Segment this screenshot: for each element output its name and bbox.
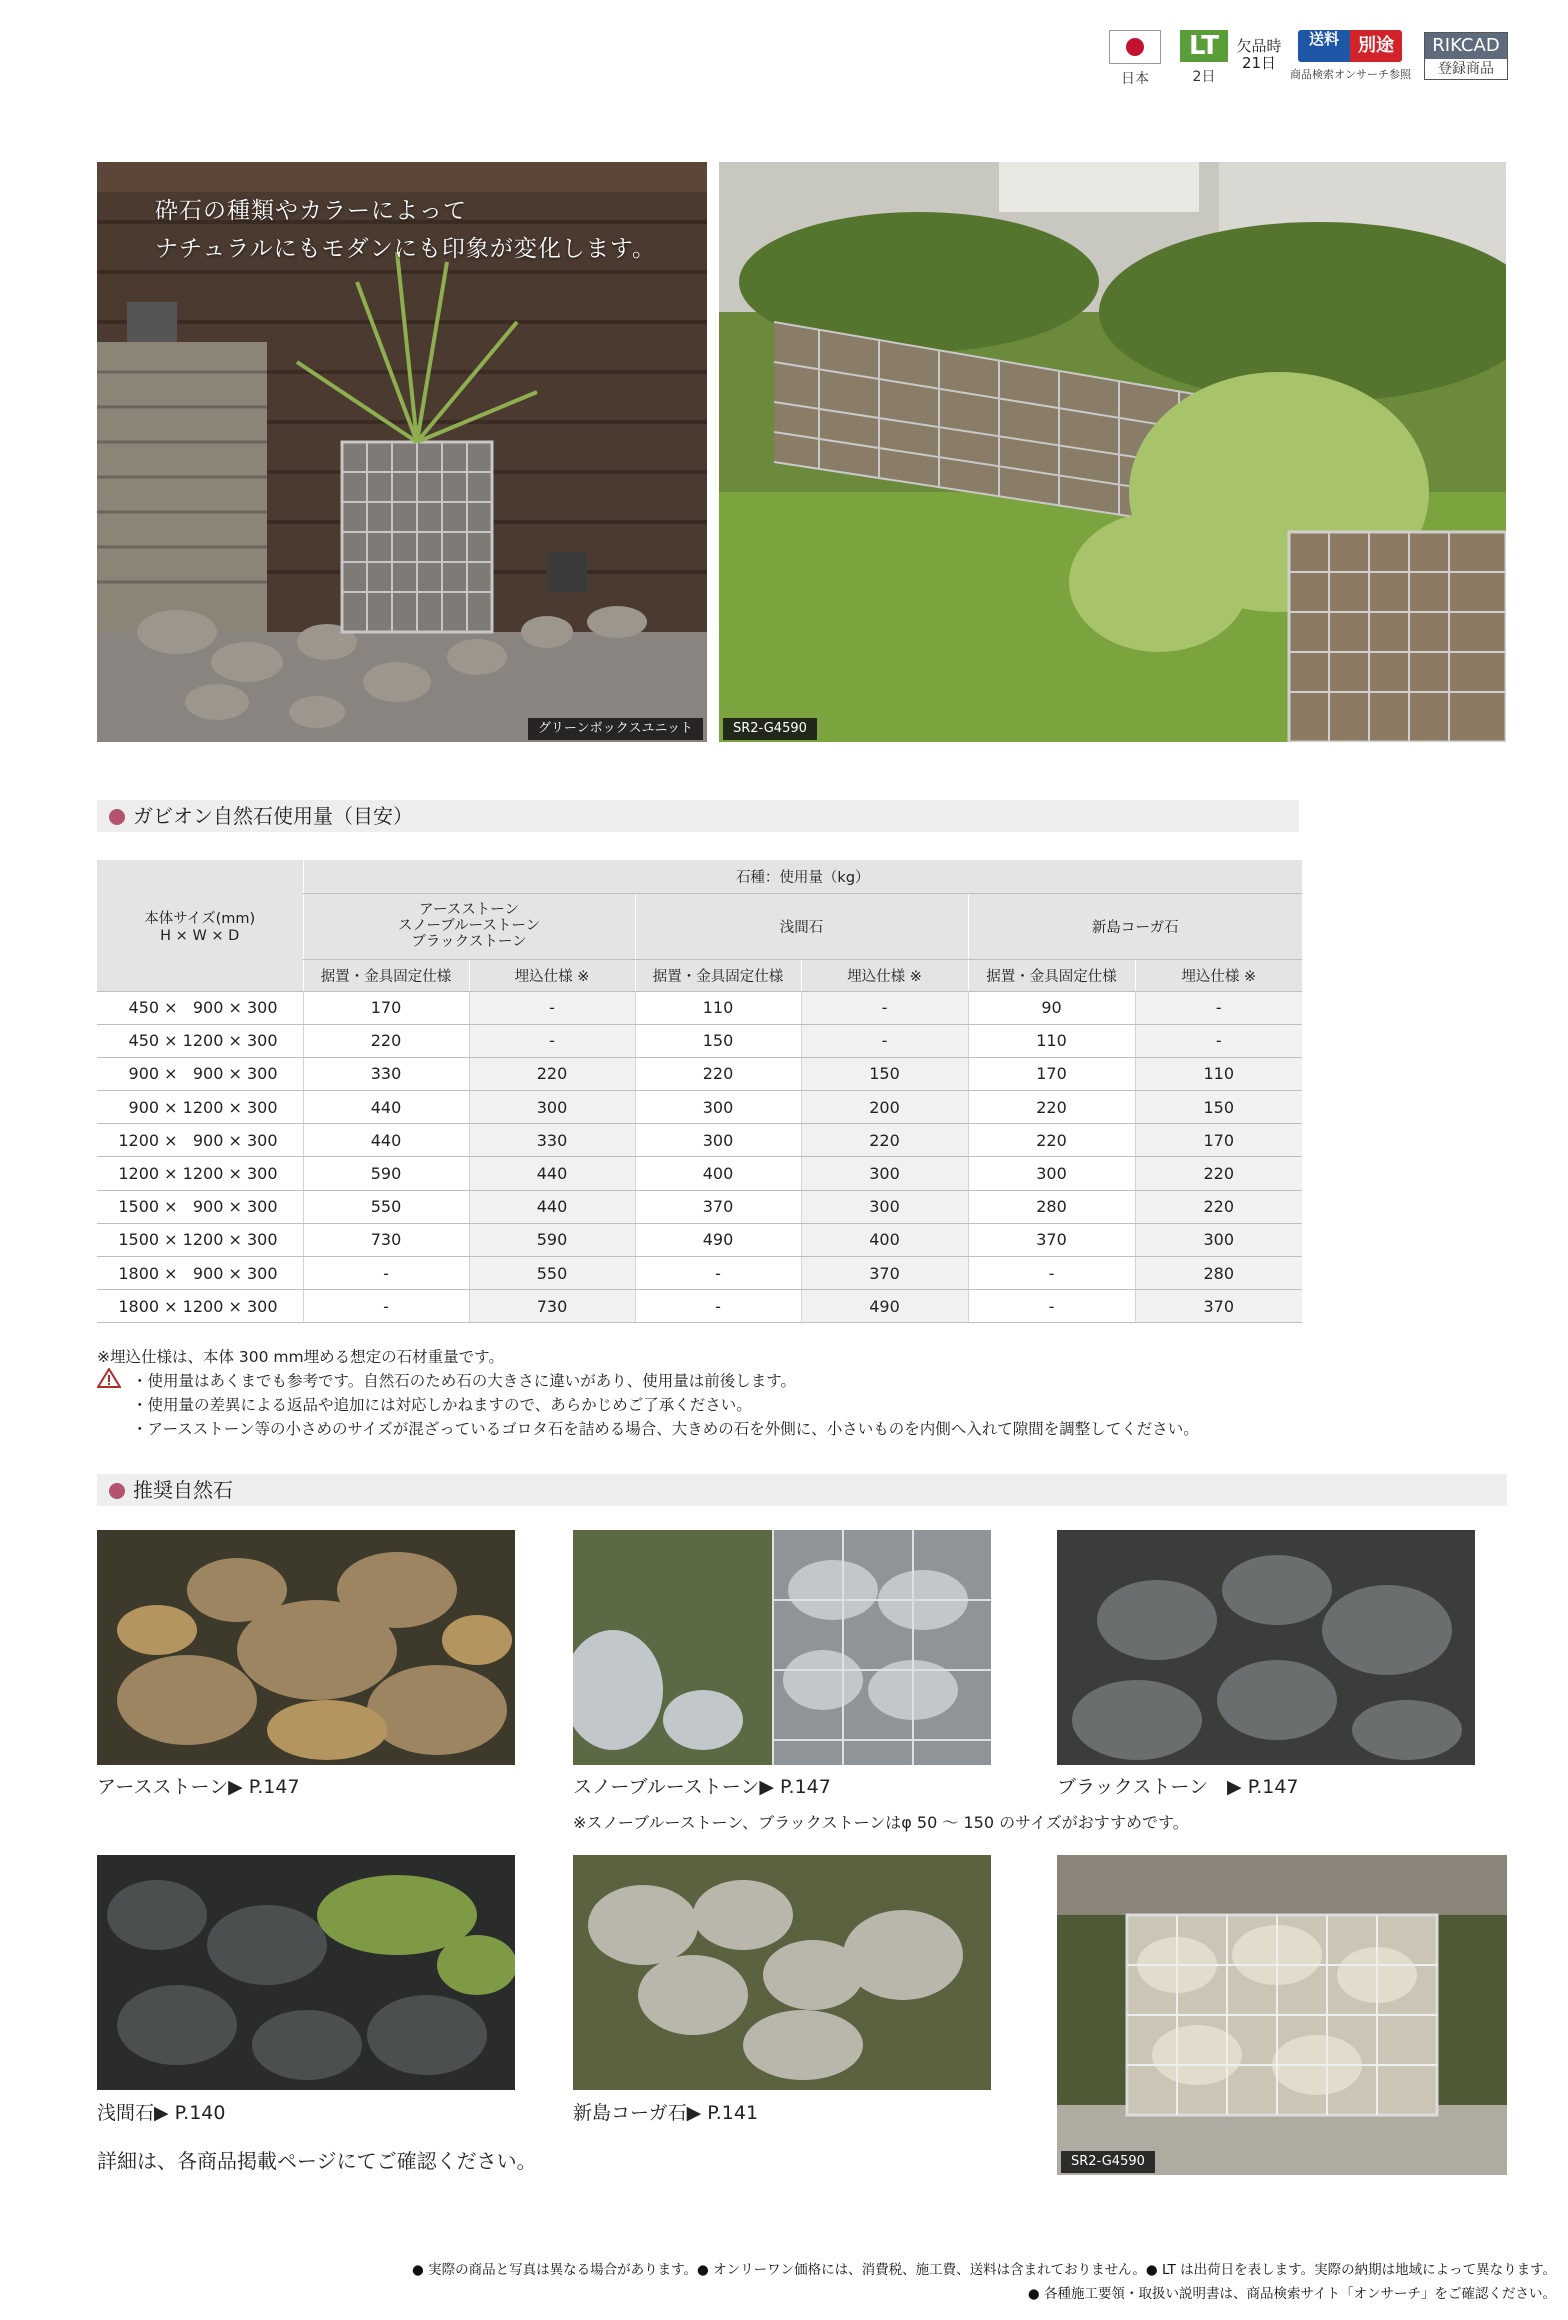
value-cell-embed: 550 xyxy=(469,1257,635,1290)
value-cell-embed: 370 xyxy=(801,1257,968,1290)
value-cell-fixed: - xyxy=(635,1290,801,1323)
stones-section-title: 推奨自然石 xyxy=(133,1478,233,1502)
value-cell-fixed: 220 xyxy=(303,1024,469,1057)
hero-photo-left xyxy=(97,162,707,742)
origin-label: 日本 xyxy=(1121,71,1149,87)
stock-label-2: 21日 xyxy=(1241,54,1277,72)
value-cell-embed: 300 xyxy=(801,1190,968,1223)
table-row xyxy=(97,1024,1302,1057)
value-cell-embed: 330 xyxy=(469,1124,635,1157)
label-black-stone[interactable]: ブラックストーン ▶ P.147 xyxy=(1057,1776,1299,1798)
value-cell-embed: 300 xyxy=(469,1091,635,1124)
photo-gabion-example xyxy=(1057,1855,1507,2175)
hero-line-2: ナチュラルにもモダンにも印象が変化します。 xyxy=(155,236,657,262)
value-cell-embed: 300 xyxy=(1135,1223,1302,1256)
shipping-badge xyxy=(1290,30,1410,82)
subheader-fixed: 据置・金具固定仕様 xyxy=(303,959,469,991)
value-cell-embed: 300 xyxy=(801,1157,968,1190)
label-asama-stone[interactable]: 浅間石▶ P.140 xyxy=(97,2102,226,2124)
subheader-embed: 埋込仕様 ※ xyxy=(1135,959,1302,991)
value-cell-fixed: - xyxy=(968,1290,1135,1323)
value-cell-fixed: - xyxy=(968,1257,1135,1290)
rikcad-bottom: 登録商品 xyxy=(1425,59,1507,79)
value-cell-embed: 280 xyxy=(1135,1257,1302,1290)
value-cell-fixed: 730 xyxy=(303,1223,469,1256)
warning-line-2: ・使用量の差異による返品や追加には対応しかねますので、あらかじめご了承ください。 xyxy=(132,1396,752,1414)
shipping-sub: 商品検索オンサーチ参照 xyxy=(1290,68,1411,81)
hero-photo-right xyxy=(719,162,1506,742)
size-cell: 900 × 1200 × 300 xyxy=(97,1091,303,1124)
value-cell-embed: 440 xyxy=(469,1157,635,1190)
value-cell-fixed: 170 xyxy=(303,991,469,1024)
value-cell-fixed: 110 xyxy=(635,991,801,1024)
label-snow-blue-stone[interactable]: スノーブルーストーン▶ P.147 xyxy=(573,1776,831,1798)
value-cell-fixed: 300 xyxy=(968,1157,1135,1190)
value-cell-embed: - xyxy=(1135,991,1302,1024)
shipping-separate: 別途 xyxy=(1350,30,1402,62)
value-cell-fixed: 300 xyxy=(635,1091,801,1124)
footer-line-2: ● 各種施工要領・取扱い説明書は、商品検索サイト「オンサーチ」をご確認ください。 xyxy=(1027,2286,1556,2302)
table-row xyxy=(97,1157,1302,1190)
shipping-top: 送料 xyxy=(1308,30,1339,48)
value-cell-fixed: 440 xyxy=(303,1091,469,1124)
value-cell-fixed: 490 xyxy=(635,1223,801,1256)
value-cell-fixed: 170 xyxy=(968,1057,1135,1090)
value-cell-fixed: 590 xyxy=(303,1157,469,1190)
size-cell: 900 × 900 × 300 xyxy=(97,1057,303,1090)
caption-sr2-g4590: SR2-G4590 xyxy=(723,718,817,740)
size-cell: 450 × 1200 × 300 xyxy=(97,1024,303,1057)
photo-snow-blue-stone xyxy=(573,1530,991,1765)
caption-gabion-sr2-g4590: SR2-G4590 xyxy=(1061,2151,1155,2173)
detail-text: 詳細は、各商品掲載ページにてご確認ください。 xyxy=(97,2149,537,2173)
value-cell-fixed: 220 xyxy=(968,1091,1135,1124)
value-cell-embed: - xyxy=(1135,1024,1302,1057)
size-cell: 1500 × 1200 × 300 xyxy=(97,1223,303,1256)
warning-icon xyxy=(97,1368,121,1388)
warning-line-3: ・アースストーン等の小さめのサイズが混ざっているゴロタ石を詰める場合、大きめの石を外側に、小さいものを内側へ入れて隙間を調整してください。 xyxy=(132,1420,1199,1438)
table-row xyxy=(97,991,1302,1024)
table-row xyxy=(97,1057,1302,1090)
bullet-dot-icon xyxy=(109,1483,125,1499)
note-embed-spec: ※埋込仕様は、本体 300 mm埋める想定の石材重量です。 xyxy=(97,1348,504,1366)
photo-earth-stone xyxy=(97,1530,515,1765)
value-cell-embed: 730 xyxy=(469,1290,635,1323)
table-row xyxy=(97,1124,1302,1157)
size-cell: 450 × 900 × 300 xyxy=(97,991,303,1024)
japan-flag-icon xyxy=(1109,30,1161,64)
subheader-embed: 埋込仕様 ※ xyxy=(801,959,968,991)
value-cell-embed: 440 xyxy=(469,1190,635,1223)
size-recommend-note: ※スノーブルーストーン、ブラックストーンはφ 50 ～ 150 のサイズがおすすめです。 xyxy=(573,1813,1189,1832)
label-earth-stone[interactable]: アースストーン▶ P.147 xyxy=(97,1776,300,1798)
table-row xyxy=(97,1257,1302,1290)
subheader-fixed: 据置・金具固定仕様 xyxy=(635,959,801,991)
footer-line-1: ● 実際の商品と写真は異なる場合があります。● オンリーワン価格には、消費税、施工費、送料は含まれておりません。● LT は出荷日を表します。実際の納期は地域によって異なります。 xyxy=(412,2262,1556,2278)
header-group-earth: アースストーン スノーブルーストーン ブラックストーン xyxy=(303,893,635,959)
value-cell-fixed: 330 xyxy=(303,1057,469,1090)
photo-asama-stone xyxy=(97,1855,515,2090)
stock-badge xyxy=(1236,38,1282,72)
lead-time-badge xyxy=(1176,30,1232,86)
value-cell-fixed: 550 xyxy=(303,1190,469,1223)
value-cell-embed: 400 xyxy=(801,1223,968,1256)
value-cell-embed: - xyxy=(801,991,968,1024)
value-cell-embed: - xyxy=(469,1024,635,1057)
value-cell-embed: 200 xyxy=(801,1091,968,1124)
value-cell-embed: 220 xyxy=(1135,1190,1302,1223)
value-cell-embed: - xyxy=(801,1024,968,1057)
size-cell: 1500 × 900 × 300 xyxy=(97,1190,303,1223)
usage-section-header xyxy=(97,800,1299,832)
value-cell-fixed: 400 xyxy=(635,1157,801,1190)
value-cell-embed: 110 xyxy=(1135,1057,1302,1090)
photo-niijima-koga-stone xyxy=(573,1855,991,2090)
value-cell-fixed: 280 xyxy=(968,1190,1135,1223)
value-cell-fixed: 370 xyxy=(635,1190,801,1223)
table-row xyxy=(97,1091,1302,1124)
subheader-fixed: 据置・金具固定仕様 xyxy=(968,959,1135,991)
lt-label: LT xyxy=(1180,30,1228,62)
value-cell-fixed: 220 xyxy=(968,1124,1135,1157)
value-cell-fixed: - xyxy=(635,1257,801,1290)
value-cell-embed: 370 xyxy=(1135,1290,1302,1323)
hero-line-1: 砕石の種類やカラーによって xyxy=(155,198,467,224)
value-cell-fixed: 150 xyxy=(635,1024,801,1057)
hero-text xyxy=(155,192,656,268)
value-cell-fixed: 110 xyxy=(968,1024,1135,1057)
header-group-niijima: 新島コーガ石 xyxy=(968,893,1302,959)
value-cell-embed: 490 xyxy=(801,1290,968,1323)
table-row xyxy=(97,1223,1302,1256)
value-cell-embed: 220 xyxy=(801,1124,968,1157)
size-cell: 1200 × 900 × 300 xyxy=(97,1124,303,1157)
stock-label-1: 欠品時 xyxy=(1236,37,1282,55)
value-cell-embed: 220 xyxy=(469,1057,635,1090)
value-cell-embed: 590 xyxy=(469,1223,635,1256)
rikcad-top: RIKCAD xyxy=(1425,33,1507,59)
value-cell-fixed: - xyxy=(303,1257,469,1290)
origin-badge xyxy=(1105,30,1165,88)
label-niijima-koga-stone[interactable]: 新島コーガ石▶ P.141 xyxy=(573,2102,759,2124)
value-cell-embed: - xyxy=(469,991,635,1024)
truck-icon xyxy=(1298,30,1402,62)
value-cell-embed: 220 xyxy=(1135,1157,1302,1190)
rikcad-badge xyxy=(1424,32,1508,80)
table-row xyxy=(97,1290,1302,1323)
value-cell-fixed: 440 xyxy=(303,1124,469,1157)
value-cell-fixed: - xyxy=(303,1290,469,1323)
table-row xyxy=(97,1190,1302,1223)
value-cell-fixed: 220 xyxy=(635,1057,801,1090)
photo-black-stone xyxy=(1057,1530,1475,1765)
value-cell-embed: 150 xyxy=(801,1057,968,1090)
header-group-asama: 浅間石 xyxy=(635,893,968,959)
usage-table xyxy=(97,860,1302,1323)
subheader-embed: 埋込仕様 ※ xyxy=(469,959,635,991)
bullet-dot-icon xyxy=(109,809,125,825)
value-cell-embed: 170 xyxy=(1135,1124,1302,1157)
value-cell-fixed: 90 xyxy=(968,991,1135,1024)
size-cell: 1200 × 1200 × 300 xyxy=(97,1157,303,1190)
caption-green-box-unit: グリーンボックスユニット xyxy=(528,718,703,740)
lt-days: 2日 xyxy=(1192,69,1216,85)
header-size: 本体サイズ(mm) H × W × D xyxy=(97,860,303,991)
value-cell-embed: 150 xyxy=(1135,1091,1302,1124)
value-cell-fixed: 370 xyxy=(968,1223,1135,1256)
header-stone-usage: 石種：使用量（kg） xyxy=(303,860,1302,893)
warning-line-1: ・使用量はあくまでも参考です。自然石のため石の大きさに違いがあり、使用量は前後します。 xyxy=(132,1372,797,1390)
stones-section-header xyxy=(97,1474,1507,1506)
size-cell: 1800 × 900 × 300 xyxy=(97,1257,303,1290)
size-cell: 1800 × 1200 × 300 xyxy=(97,1290,303,1323)
usage-section-title: ガビオン自然石使用量（目安） xyxy=(133,804,413,828)
value-cell-fixed: 300 xyxy=(635,1124,801,1157)
